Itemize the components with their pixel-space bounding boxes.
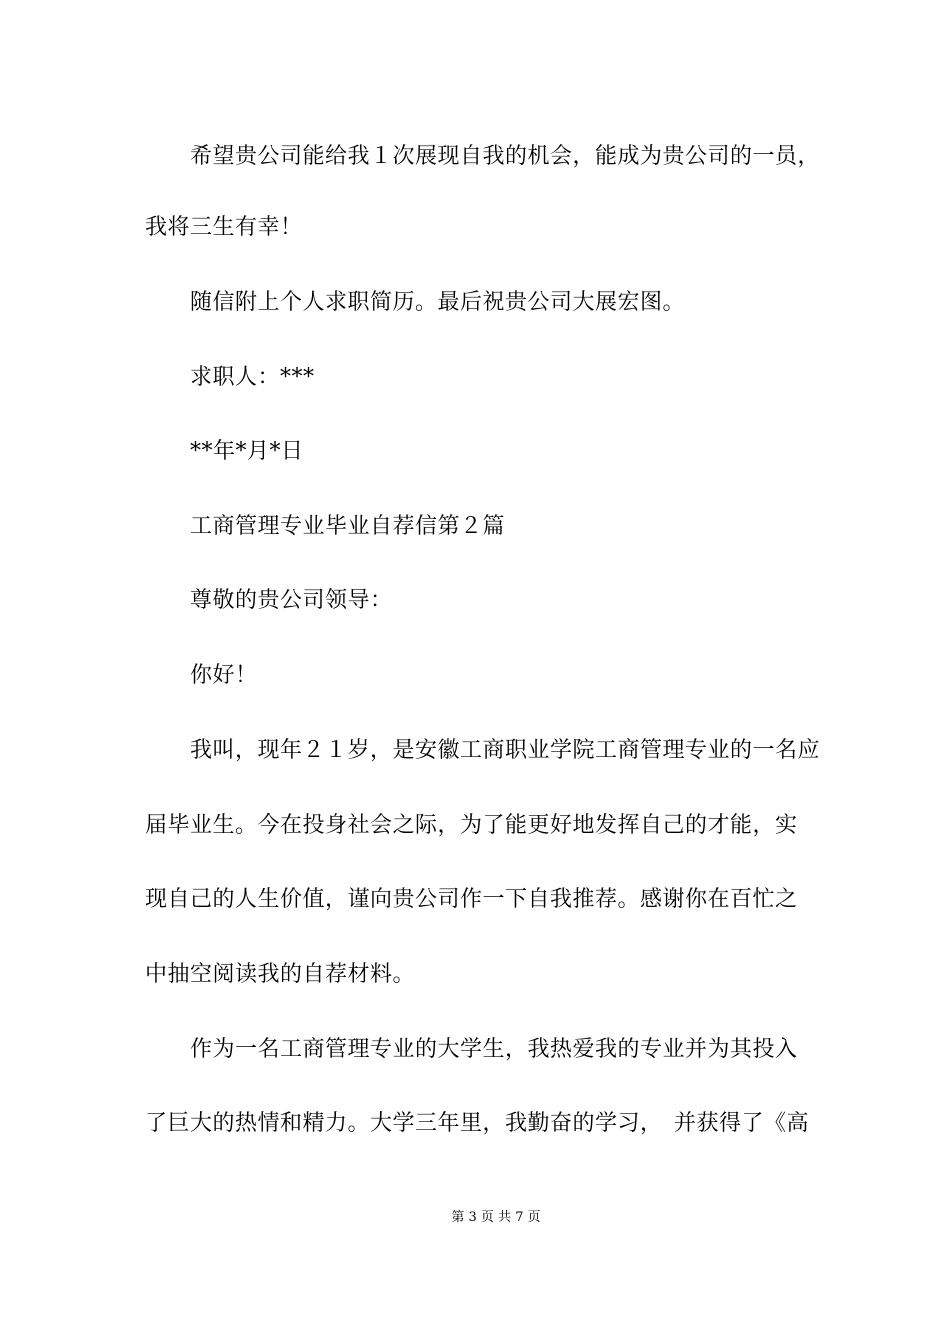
section-title: 工商管理专业毕业自荐信第２篇 xyxy=(190,514,506,539)
paragraph-line-10: 届毕业生。今在投身社会之际，为了能更好地发挥自己的才能，实 xyxy=(145,813,798,838)
paragraph-line-2: 我将三生有幸！ xyxy=(145,215,303,240)
date-line: **年*月*日 xyxy=(190,439,304,464)
paragraph-line-1: 希望贵公司能给我１次展现自我的机会，能成为贵公司的一员， xyxy=(190,144,821,169)
paragraph-line-14: 了巨大的热情和精力。大学三年里，我勤奋的学习， 并获得了《高 xyxy=(145,1111,810,1136)
signature-line: 求职人：*** xyxy=(190,365,315,390)
paragraph-line-11: 现自己的人生价值，谨向贵公司作一下自我推荐。感谢你在百忙之 xyxy=(145,887,798,912)
paragraph-line-12: 中抽空阅读我的自荐材料。 xyxy=(145,962,416,987)
paragraph-line-3: 随信附上个人求职简历。最后祝贵公司大展宏图。 xyxy=(190,290,686,315)
greeting: 你好！ xyxy=(190,663,258,688)
salutation: 尊敬的贵公司领导： xyxy=(190,588,393,613)
paragraph-line-9: 我叫，现年２１岁，是安徽工商职业学院工商管理专业的一名应 xyxy=(190,738,821,763)
paragraph-line-13: 作为一名工商管理专业的大学生，我热爱我的专业并为其投入 xyxy=(190,1037,798,1062)
page-number-footer: 第 3 页 共 7 页 xyxy=(451,1210,541,1225)
